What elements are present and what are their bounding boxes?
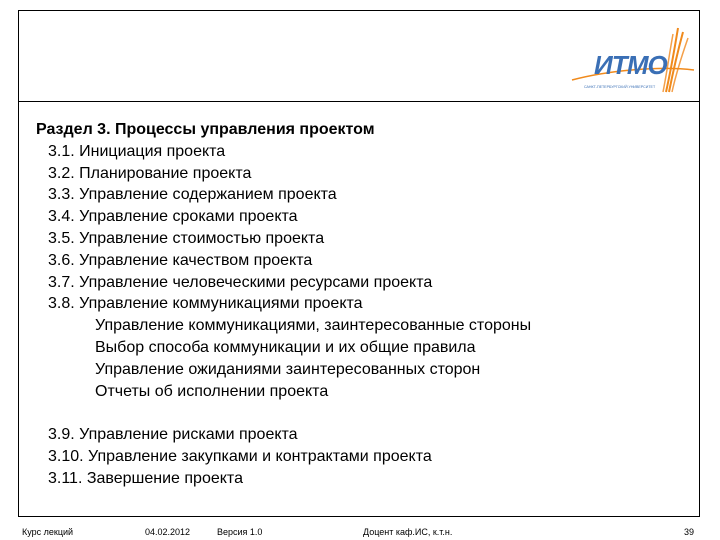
list-item: 3.10. Управление закупками и контрактами проекта <box>48 448 432 466</box>
list-item: 3.1. Инициация проекта <box>48 142 226 160</box>
list-item: 3.9. Управление рисками проекта <box>48 426 298 444</box>
list-item: 3.4. Управление сроками проекта <box>48 208 298 226</box>
sub-list-item: Отчеты об исполнении проекта <box>95 382 329 400</box>
list-item: 3.3. Управление содержанием проекта <box>48 186 337 204</box>
logo-tagline: САНКТ-ПЕТЕРБУРГСКИЙ УНИВЕРСИТЕТ <box>584 85 656 89</box>
list-spacer <box>36 402 676 424</box>
list-item: 3.11. Завершение проекта <box>48 469 243 487</box>
footer-version: Версия 1.0 <box>217 527 263 537</box>
footer-date: 04.02.2012 <box>145 527 191 537</box>
itmo-logo <box>570 22 698 94</box>
list-item: 3.6. Управление качеством проекта <box>48 251 313 269</box>
list-item: 3.7. Управление человеческими ресурсами проекта <box>48 273 433 291</box>
footer-author: Доцент каф.ИС, к.т.н. <box>363 527 453 537</box>
list-item: 3.2. Планирование проекта <box>48 164 252 182</box>
footer-course: Курс лекций <box>22 527 74 537</box>
footer-page-number: 39 <box>684 527 695 537</box>
section-title: Раздел 3. Процессы управления проектом <box>36 121 375 138</box>
slide-footer <box>0 525 720 539</box>
sub-list-item: Выбор способа коммуникации и их общие правила <box>95 338 476 356</box>
header-divider <box>18 101 700 102</box>
list-item: 3.8. Управление коммуникациями проекта <box>48 295 363 313</box>
sub-list-item: Управление коммуникациями, заинтересованные стороны <box>95 317 532 335</box>
list-item: 3.5. Управление стоимостью проекта <box>48 229 325 247</box>
slide-content <box>36 119 676 490</box>
logo-text: ИТМО <box>594 50 667 80</box>
sub-list-item: Управление ожиданиями заинтересованных сторон <box>95 360 481 378</box>
